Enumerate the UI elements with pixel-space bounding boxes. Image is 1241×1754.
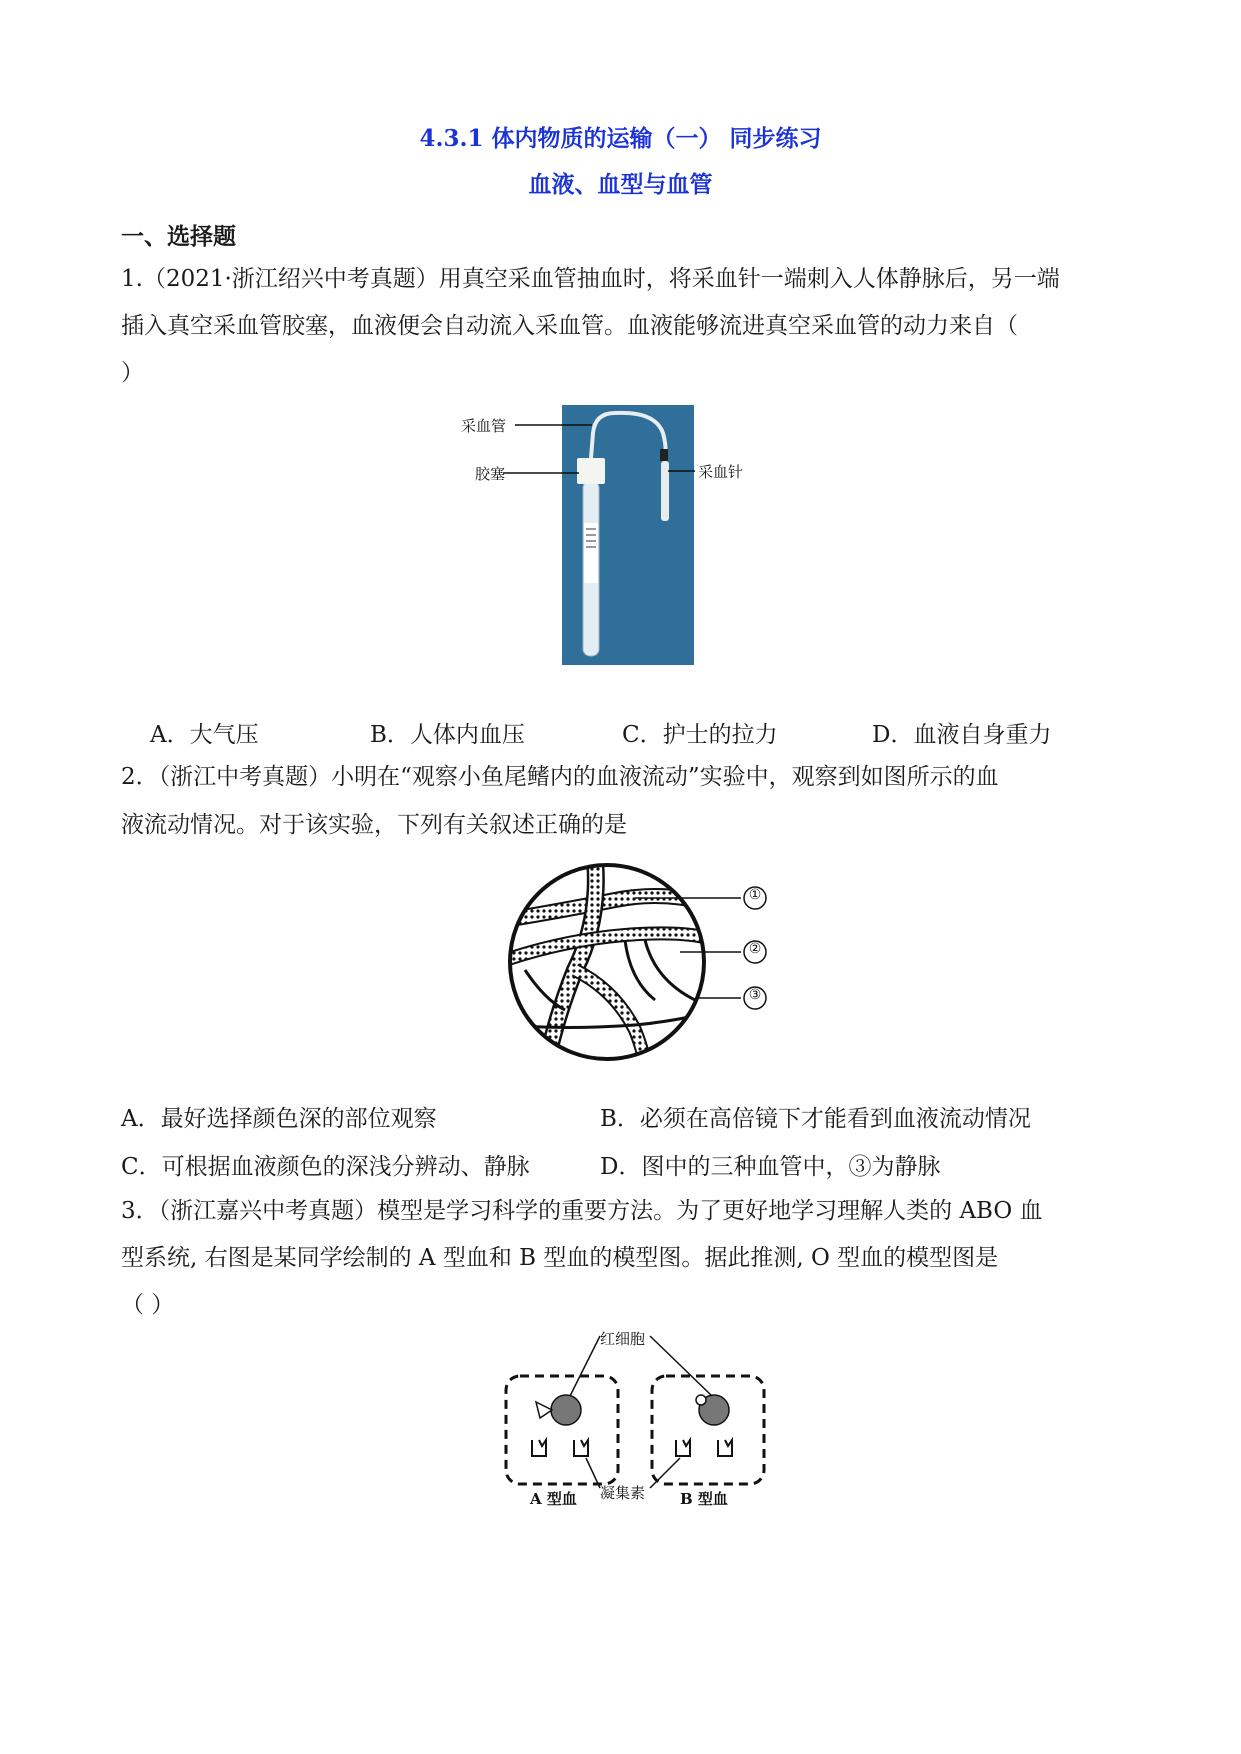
- q2-option-b: B．必须在高倍镜下才能看到血液流动情况: [600, 1106, 1031, 1132]
- label-b-blood: B 型血: [680, 1490, 728, 1508]
- q3-line-3: （ ）: [121, 1292, 175, 1318]
- q2-line-1: 2．（浙江中考真题）小明在“观察小鱼尾鳍内的血液流动”实验中，观察到如图所示的血: [121, 764, 999, 790]
- page-subtitle: 血液、血型与血管: [528, 171, 713, 198]
- q2-option-d: D．图中的三种血管中，③为静脉: [600, 1154, 941, 1180]
- section-heading: 一、选择题: [121, 223, 236, 250]
- q2-line-2: 液流动情况。对于该实验，下列有关叙述正确的是: [121, 812, 627, 838]
- label-vessel-3: ③: [748, 987, 762, 1003]
- blood-tube-figure: [455, 403, 775, 668]
- label-stopper: 胶塞: [475, 465, 506, 483]
- label-a-blood: A 型血: [530, 1490, 577, 1508]
- q1-option-b: B．人体内血压: [370, 722, 525, 748]
- blood-flow-figure: [505, 860, 775, 1070]
- label-needle: 采血针: [698, 463, 744, 481]
- label-red-blood-cell: 红细胞: [600, 1330, 646, 1348]
- q2-option-c: C．可根据血液颜色的深浅分辨动、静脉: [121, 1154, 530, 1180]
- q1-line-2: 插入真空采血管胶塞，血液便会自动流入采血管。血液能够流进真空采血管的动力来自（: [121, 313, 1018, 339]
- photo-background: [562, 405, 694, 665]
- blood-type-model-figure: [500, 1328, 770, 1513]
- q1-option-c: C．护士的拉力: [622, 722, 778, 748]
- label-agglutinin: 凝集素: [600, 1484, 646, 1502]
- label-tube: 采血管: [461, 417, 507, 435]
- q1-option-a: A．大气压: [150, 722, 259, 748]
- q3-line-2: 型系统, 右图是某同学绘制的 A 型血和 B 型血的模型图。据此推测, O 型血的模型图是: [121, 1245, 999, 1271]
- q1-line-3: ）: [121, 360, 144, 386]
- label-vessel-2: ②: [748, 941, 762, 957]
- label-vessel-1: ①: [748, 887, 762, 903]
- q2-option-a: A．最好选择颜色深的部位观察: [121, 1106, 437, 1132]
- q1-line-1: 1.（2021·浙江绍兴中考真题）用真空采血管抽血时，将采血针一端刺入人体静脉后，另一端: [121, 266, 1060, 292]
- q1-option-d: D．血液自身重力: [872, 722, 1052, 748]
- page-title: 4.3.1 体内物质的运输（一） 同步练习: [419, 125, 822, 152]
- q3-line-1: 3．（浙江嘉兴中考真题）模型是学习科学的重要方法。为了更好地学习理解人类的 ABO 血: [121, 1198, 1043, 1224]
